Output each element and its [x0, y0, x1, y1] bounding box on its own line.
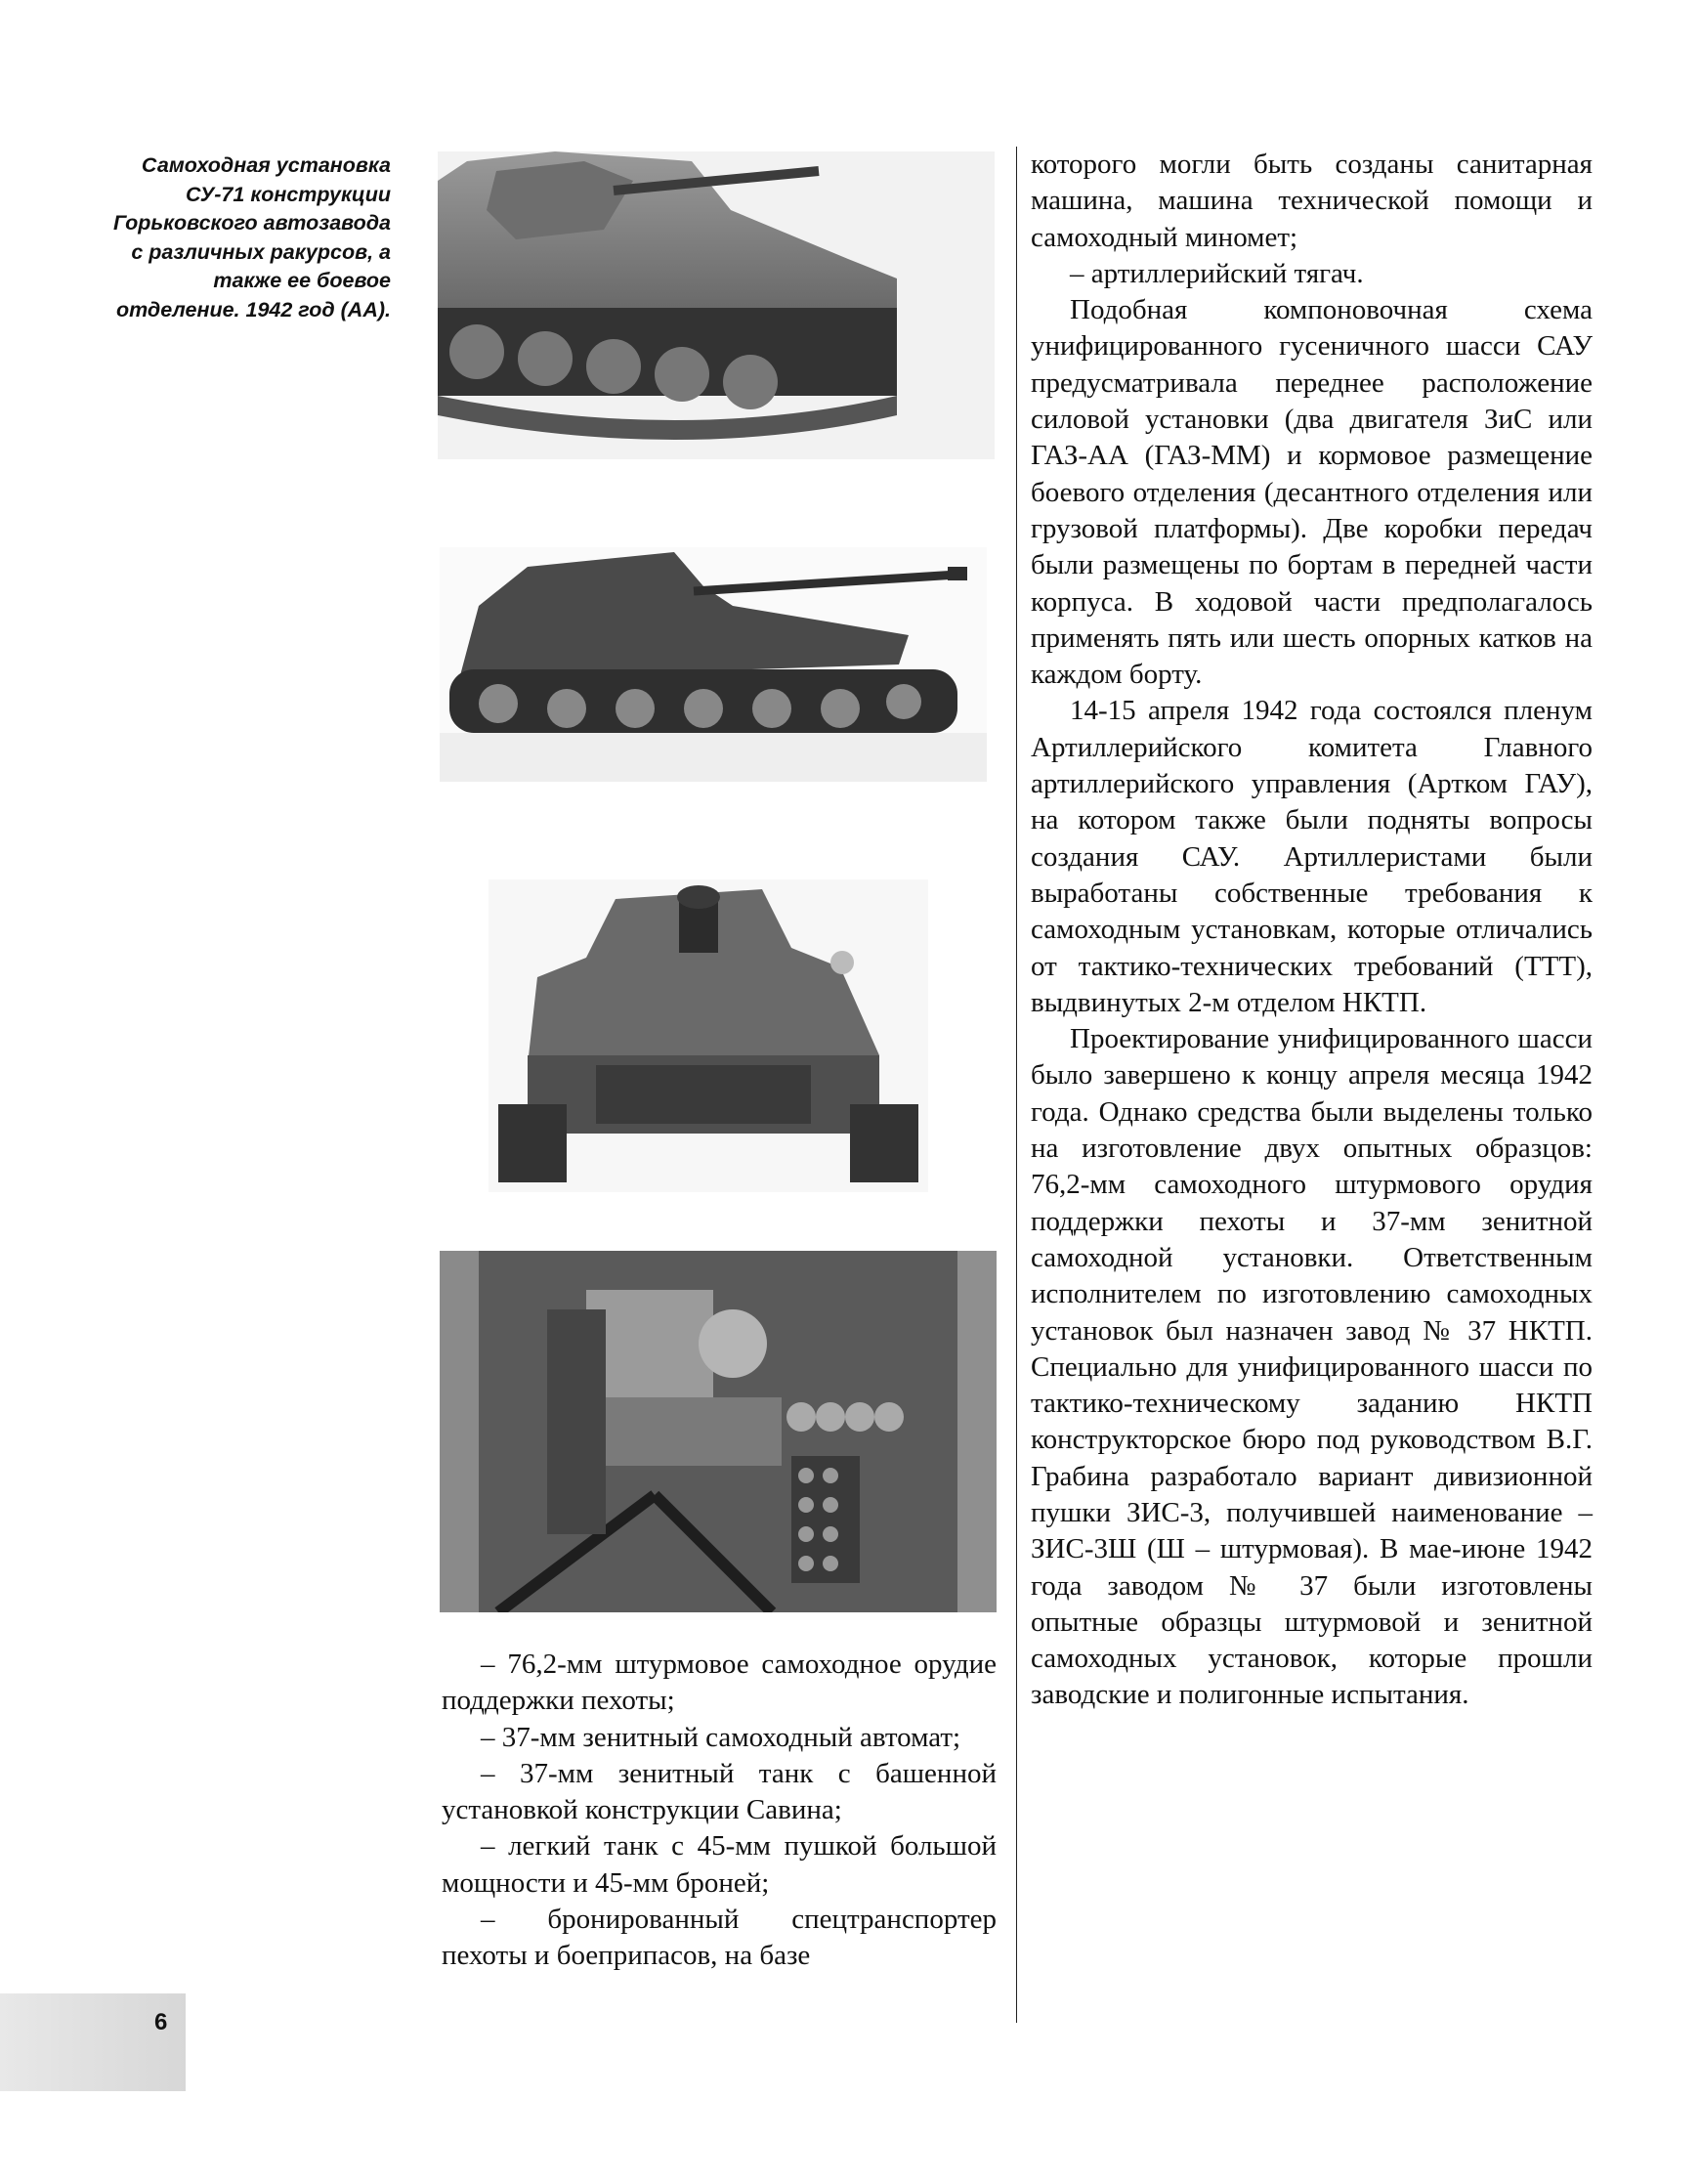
list-item: – 37-мм зенитный танк с башенной установкой конструкции Савина; [442, 1757, 997, 1826]
photo-caption: Самоходная установка СУ-71 конструкции Горьковского автозавода с различных ракурсов, а также ее боевое отделение. 1942 год (АА). [112, 153, 391, 321]
paragraph: 14-15 апреля 1942 года состоялся пленум Артиллерийского комитета Главного артиллерийского управления (Артком ГАУ), на котором также были подняты вопросы создания САУ. Артиллеристами были выработаны собственные требования к самоходным установкам, которые отличались от тактико-технических требований (ТТТ), выдвинутых 2-м отделом НКТП. [1031, 695, 1593, 1018]
list-item: – 76,2-мм штурмовое самоходное орудие поддержки пехоты; [442, 1649, 997, 1717]
list-item: – легкий танк с 45-мм пушкой большой мощности и 45-мм броней; [442, 1830, 997, 1899]
photo-su71-side [440, 547, 987, 782]
right-text-column [1031, 147, 1593, 1714]
photo-su71-rear [489, 879, 928, 1192]
list-item: – артиллерийский тягач. [1070, 257, 1364, 289]
left-text-column [442, 1647, 997, 1975]
photo-su71-side-front [438, 151, 995, 459]
list-item: – бронированный спецтранспортер пехоты и боеприпасов, на базе [442, 1904, 997, 1972]
page-number-box [0, 1993, 186, 2091]
paragraph: Проектирование унифицированного шасси было завершено к концу апреля месяца 1942 года. Однако средства были выделены только на изготовление двух опытных образцов: 76,2-мм самоходного штурмового орудия поддержки пехоты и 37-мм зенитной самоходной установки. Ответственным исполнителем по изготовлению самоходных установок был назначен завод № 37 НКТП. Специально для унифицированного шасси по тактико-техническому заданию НКТП конструкторское бюро под руководством В.Г. Грабина разработало вариант дивизионной пушки ЗИС-3, получившей наименование – ЗИС-3Ш (Ш – штурмовая). В мае-июне 1942 года заводом № 37 были изготовлены опытные образцы штурмовой и зенитной самоходных установок, которые прошли заводские и полигонные испытания. [1031, 1023, 1593, 1711]
photo-su71-compartment [440, 1251, 997, 1612]
paragraph: которого могли быть созданы санитарная машина, машина технической помощи и самоходный миномет; [1031, 149, 1593, 253]
column-divider [1016, 147, 1017, 2023]
paragraph: Подобная компоновочная схема унифицированного гусеничного шасси САУ предусматривала переднее расположение силовой установки (два двигателя ЗиС или ГАЗ-АА (ГАЗ-ММ) и кормовое размещение боевого отделения (десантного отделения или грузовой платформы). Две коробки передач были размещены по бортам в передней части корпуса. В ходовой части предполагалось применять пять или шесть опорных катков на каждом борту. [1031, 294, 1593, 691]
page-number: 6 [154, 2009, 168, 2035]
list-item: – 37-мм зенитный самоходный автомат; [481, 1721, 961, 1753]
